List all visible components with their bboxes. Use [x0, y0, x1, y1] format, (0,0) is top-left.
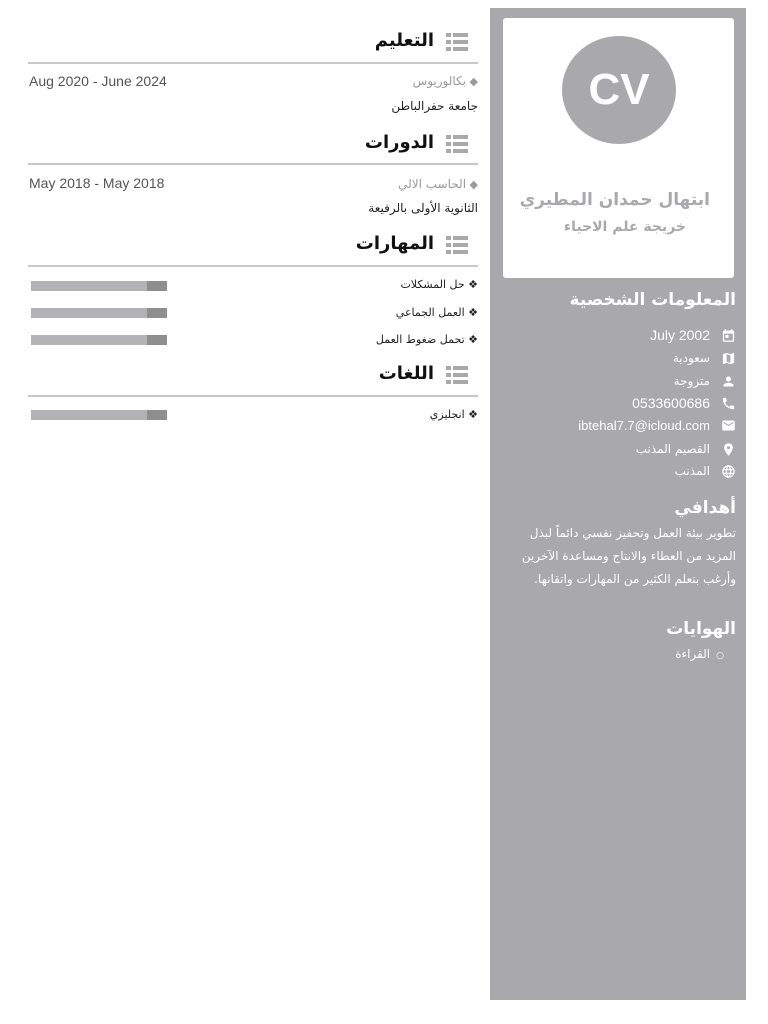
skill-level-bar: [31, 308, 167, 318]
skill-item: [278, 278, 478, 291]
hobby-label: القراءة: [675, 647, 711, 661]
languages-divider: [28, 395, 478, 397]
info-row-birthdate: [500, 325, 736, 345]
education-date: Aug 2020 - June 2024: [29, 73, 167, 89]
info-marital-status: متزوجة: [673, 374, 710, 388]
list-icon: [446, 236, 468, 254]
profile-job-title: خريجة علم الاحياء: [563, 219, 686, 235]
info-row-city: [500, 461, 736, 481]
hobbies-title: الهوايات: [666, 619, 736, 639]
languages-header: [28, 363, 478, 393]
course-name: [278, 177, 478, 191]
skills-header: [28, 233, 478, 263]
info-row-nationality: [500, 348, 736, 368]
circle-bullet-icon: ○: [716, 651, 724, 661]
calendar-icon: [720, 327, 736, 343]
info-phone[interactable]: 0533600686: [632, 395, 710, 411]
phone-icon: [720, 395, 736, 411]
skill-item: [278, 306, 478, 319]
skill-level-fill: [31, 335, 147, 345]
profile-card: [503, 18, 734, 278]
education-divider: [28, 62, 478, 64]
skill-level-fill: [31, 308, 147, 318]
info-address: القصيم المذنب: [635, 442, 710, 456]
education-degree: [278, 74, 478, 88]
location-pin-icon: [720, 441, 736, 457]
skill-label: حل المشكلات: [400, 278, 465, 291]
diamond-bullet-icon: ❖: [464, 306, 478, 319]
diamond-bullet-icon: ❖: [464, 408, 478, 421]
info-nationality: سعودية: [672, 351, 710, 365]
education-header: [28, 30, 478, 60]
globe-icon: [720, 463, 736, 479]
courses-header: [28, 132, 478, 162]
education-degree-label: بكالوريوس: [412, 74, 467, 88]
diamond-bullet-icon: ◆: [466, 178, 478, 191]
list-icon: [446, 33, 468, 51]
language-level-fill: [31, 410, 147, 420]
course-date: May 2018 - May 2018: [29, 175, 165, 191]
objectives-text: تطوير بيئة العمل وتحفيز نفسي دائماً لبذل المزيد من العطاء والانتاج ومساعدة الآخرين وأرغب بتعلم الكثير من المهارات واتقانها.: [521, 526, 736, 586]
language-item: [278, 408, 478, 421]
diamond-bullet-icon: ◆: [466, 75, 478, 88]
mail-icon: [720, 417, 736, 433]
diamond-bullet-icon: ❖: [464, 278, 478, 291]
list-icon: [446, 135, 468, 153]
info-row-address: [500, 439, 736, 459]
info-row-marital-status: [500, 371, 736, 391]
skill-level-bar: [31, 335, 167, 345]
info-row-email: [500, 415, 736, 435]
course-institution: الثانوية الأولى بالرفيعة: [368, 201, 478, 215]
courses-divider: [28, 163, 478, 165]
skill-item: [278, 333, 478, 346]
courses-title: الدورات: [364, 132, 434, 153]
info-birthdate: July 2002: [650, 327, 710, 343]
person-icon: [720, 373, 736, 389]
personal-info-title: المعلومات الشخصية: [569, 290, 736, 310]
diamond-bullet-icon: ❖: [464, 333, 478, 346]
skill-label: العمل الجماعي: [395, 306, 465, 319]
skills-title: المهارات: [355, 233, 434, 254]
map-icon: [720, 350, 736, 366]
language-level-bar: [31, 410, 167, 420]
cv-badge: CV: [562, 36, 676, 144]
skills-divider: [28, 265, 478, 267]
hobby-item: [524, 647, 724, 661]
languages-title: اللغات: [378, 363, 434, 384]
skill-label: تحمل ضغوط العمل: [375, 333, 465, 346]
skill-level-fill: [31, 281, 147, 291]
profile-name: ابتهال حمدان المطيري: [519, 190, 710, 210]
sidebar: [490, 8, 746, 1000]
course-name-label: الحاسب الالي: [398, 177, 467, 191]
objectives-title: أهدافي: [674, 498, 736, 518]
education-title: التعليم: [374, 30, 434, 51]
list-icon: [446, 366, 468, 384]
info-row-phone: [500, 393, 736, 413]
info-city: المذنب: [674, 464, 710, 478]
skill-level-bar: [31, 281, 167, 291]
info-email[interactable]: ibtehal7.7@icloud.com: [578, 417, 710, 433]
education-institution: جامعة حفرالباطن: [391, 99, 478, 113]
language-label: انجليزي: [429, 408, 465, 421]
